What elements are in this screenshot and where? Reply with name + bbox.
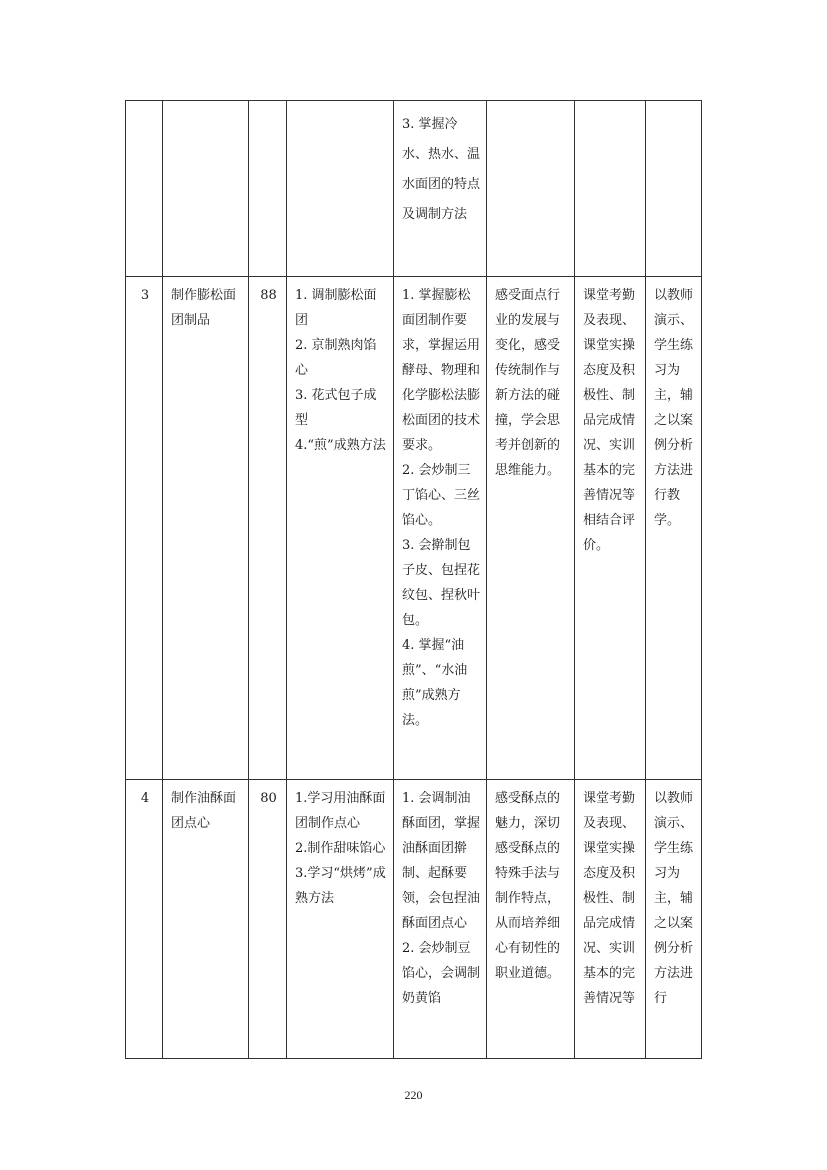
project-cell: 制作油酥面团点心 — [163, 780, 249, 1059]
content-cell — [287, 277, 394, 780]
content-item: 3.学习“烘烤”成熟方法 — [295, 866, 386, 906]
skills-item: 4. 掌握“油煎”、“水油煎”成熟方法。 — [402, 638, 468, 728]
content-item: 1. 调制膨松面团 — [295, 288, 377, 328]
content-item: 2. 京制熟肉馅心 — [295, 338, 377, 378]
content-cell — [287, 780, 394, 1059]
assessment-cell — [575, 101, 646, 277]
hours-cell: 80 — [249, 780, 287, 1059]
table-row — [126, 780, 702, 1059]
qualities-cell: 感受酥点的魅力，深切感受酥点的特殊手法与制作特点，从而培养细心有韧性的职业道德。 — [487, 780, 575, 1059]
page-number: 220 — [404, 1088, 423, 1102]
method-cell: 以教师演示、学生练习为主，辅之以案例分析方法进行教学。 — [646, 277, 702, 780]
content-item: 1.学习用油酥面团制作点心 — [295, 791, 386, 831]
skills-item: 1. 掌握膨松面团制作要求，掌握运用酵母、物理和化学膨松法膨松面团的技术要求。 — [402, 288, 481, 453]
hours-cell: 88 — [249, 277, 287, 780]
skills-cell — [394, 780, 487, 1059]
course-table — [125, 100, 702, 1059]
content-item: 3. 花式包子成型 — [295, 388, 377, 428]
content-item: 2.制作甜味馅心 — [295, 841, 386, 856]
table-row — [126, 277, 702, 780]
project-cell — [163, 101, 249, 277]
qualities-cell: 感受面点行业的发展与变化，感受传统制作与新方法的碰撞，学会思考并创新的思维能力。 — [487, 277, 575, 780]
index-cell — [126, 101, 163, 277]
table-row — [126, 101, 702, 277]
skills-item: 3. 掌握冷水、热水、温水面团的特点及调制方法 — [402, 117, 481, 222]
content-item: 4.“煎”成熟方法 — [295, 438, 386, 453]
method-cell: 以教师演示、学生练习为主，辅之以案例分析方法进行 — [646, 780, 702, 1059]
skills-item: 3. 会擀制包子皮、包捏花纹包、捏秋叶包。 — [402, 538, 481, 628]
skills-cell — [394, 101, 487, 277]
assessment-cell: 课堂考勤及表现、课堂实操态度及积极性、制品完成情况、实训基本的完善情况等相结合评价。 — [575, 277, 646, 780]
skills-item: 2. 会炒制三丁馅心、三丝馅心。 — [402, 463, 481, 528]
skills-cell — [394, 277, 487, 780]
method-cell — [646, 101, 702, 277]
skills-item: 1. 会调制油酥面团，掌握油酥面团擀制、起酥要领，会包捏油酥面团点心 — [402, 791, 481, 931]
content-cell — [287, 101, 394, 277]
qualities-cell — [487, 101, 575, 277]
hours-cell — [249, 101, 287, 277]
skills-item: 2. 会炒制豆馅心，会调制奶黄馅 — [402, 941, 481, 1006]
project-cell: 制作膨松面团制品 — [163, 277, 249, 780]
index-cell: 4 — [126, 780, 163, 1059]
assessment-cell: 课堂考勤及表现、课堂实操态度及积极性、制品完成情况、实训基本的完善情况等 — [575, 780, 646, 1059]
index-cell: 3 — [126, 277, 163, 780]
